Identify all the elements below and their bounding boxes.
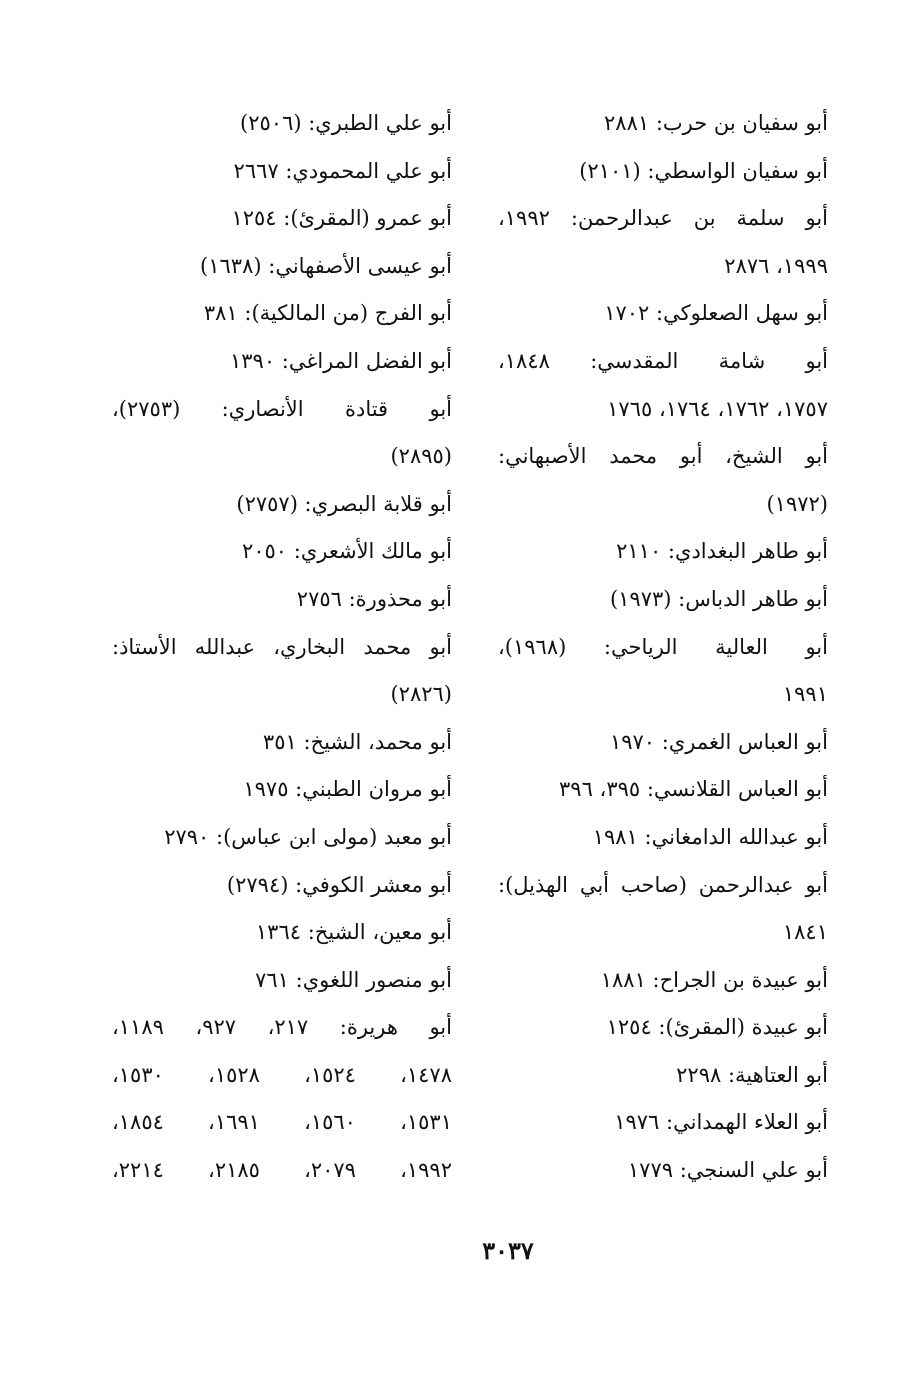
- index-entry-line: أبو العالية الرياحي: (١٩٦٨)،: [498, 634, 828, 659]
- index-entry-line: أبو العتاهية: ٢٢٩٨: [676, 1062, 828, 1087]
- index-entry-line: أبو عيسى الأصفهاني: (١٦٣٨): [200, 253, 452, 278]
- index-entry-line: ١٥٣١، ١٥٦٠، ١٦٩١، ١٨٥٤،: [112, 1110, 452, 1135]
- index-entry-line: أبو محمد، الشيخ: ٣٥١: [262, 729, 452, 754]
- index-entry-line: أبو العلاء الهمداني: ١٩٧٦: [614, 1110, 828, 1135]
- index-entry-line: أبو شامة المقدسي: ١٨٤٨،: [498, 348, 828, 373]
- index-entry-line: أبو معشر الكوفي: (٢٧٩٤): [226, 872, 452, 897]
- index-entry-line: (٢٨٢٦): [390, 682, 452, 707]
- index-entry-line: ١٨٤١: [782, 920, 828, 945]
- index-entry-line: أبو هريرة: ٢١٧، ٩٢٧، ١١٨٩،: [112, 1015, 452, 1040]
- index-entry-line: ١٩٩١: [782, 682, 828, 707]
- index-entry-line: أبو عبيدة بن الجراح: ١٨٨١: [600, 967, 828, 992]
- index-entry-line: أبو عبدالله الدامغاني: ١٩٨١: [592, 824, 828, 849]
- index-entry-line: أبو علي المحمودي: ٢٦٦٧: [233, 158, 452, 183]
- index-entry-line: ١٩٩٩، ٢٨٧٦: [724, 253, 828, 278]
- index-entry-line: أبو عمرو (المقرئ): ١٢٥٤: [231, 206, 452, 231]
- index-entry-line: (٢٨٩٥): [390, 444, 452, 469]
- index-entry-line: أبو منصور اللغوي: ٧٦١: [255, 967, 452, 992]
- index-entry-line: ١٧٥٧، ١٧٦٢، ١٧٦٤، ١٧٦٥: [607, 396, 828, 421]
- index-entry-line: أبو طاهر البغدادي: ٢١١٠: [616, 539, 828, 564]
- index-column-left: [112, 100, 452, 1195]
- index-column-right: [498, 100, 828, 1195]
- index-entry-line: أبو طاهر الدباس: (١٩٧٣): [609, 586, 828, 611]
- index-entry-line: أبو العباس القلانسي: ٣٩٥، ٣٩٦: [559, 777, 828, 802]
- index-entry-line: أبو علي الطبري: (٢٥٠٦): [240, 111, 452, 135]
- index-entry-line: أبو سفيان الواسطي: (٢١٠١): [579, 158, 828, 183]
- index-entry-line: أبو مروان الطبني: ١٩٧٥: [243, 777, 452, 802]
- index-entry-line: أبو قلابة البصري: (٢٧٥٧): [236, 491, 452, 516]
- index-entry-line: ١٩٩٢، ٢٠٧٩، ٢١٨٥، ٢٢١٤،: [112, 1158, 452, 1183]
- index-entry-line: أبو معين، الشيخ: ١٣٦٤: [255, 920, 452, 945]
- index-entry-line: أبو محذورة: ٢٧٥٦: [296, 586, 452, 611]
- index-entry-line: أبو قتادة الأنصاري: (٢٧٥٣)،: [112, 396, 452, 421]
- page-number: ٣٠٣٧: [482, 1236, 534, 1265]
- index-entry-line: أبو سهل الصعلوكي: ١٧٠٢: [604, 301, 828, 326]
- index-entry-line: (١٩٧٢): [766, 491, 828, 516]
- index-entry-line: أبو محمد البخاري، عبدالله الأستاذ:: [112, 634, 452, 659]
- index-entry-line: أبو الفضل المراغي: ١٣٩٠: [229, 348, 452, 373]
- index-entry-line: أبو سلمة بن عبدالرحمن: ١٩٩٢،: [498, 206, 828, 231]
- index-entry-line: أبو سفيان بن حرب: ٢٨٨١: [604, 111, 828, 135]
- index-entry-line: أبو علي السنجي: ١٧٧٩: [627, 1158, 828, 1183]
- index-entry-line: أبو معبد (مولى ابن عباس): ٢٧٩٠: [164, 824, 452, 849]
- index-entry-line: أبو مالك الأشعري: ٢٠٥٠: [241, 539, 452, 564]
- index-entry-line: أبو الشيخ، أبو محمد الأصبهاني:: [498, 444, 828, 469]
- index-entry-line: أبو عبيدة (المقرئ): ١٢٥٤: [606, 1015, 828, 1040]
- index-entry-line: أبو العباس الغمري: ١٩٧٠: [609, 729, 828, 754]
- index-entry-line: أبو عبدالرحمن (صاحب أبي الهذيل):: [498, 872, 828, 897]
- index-entry-line: ١٤٧٨، ١٥٢٤، ١٥٢٨، ١٥٣٠،: [112, 1062, 452, 1087]
- index-entry-line: أبو الفرج (من المالكية): ٣٨١: [203, 301, 452, 326]
